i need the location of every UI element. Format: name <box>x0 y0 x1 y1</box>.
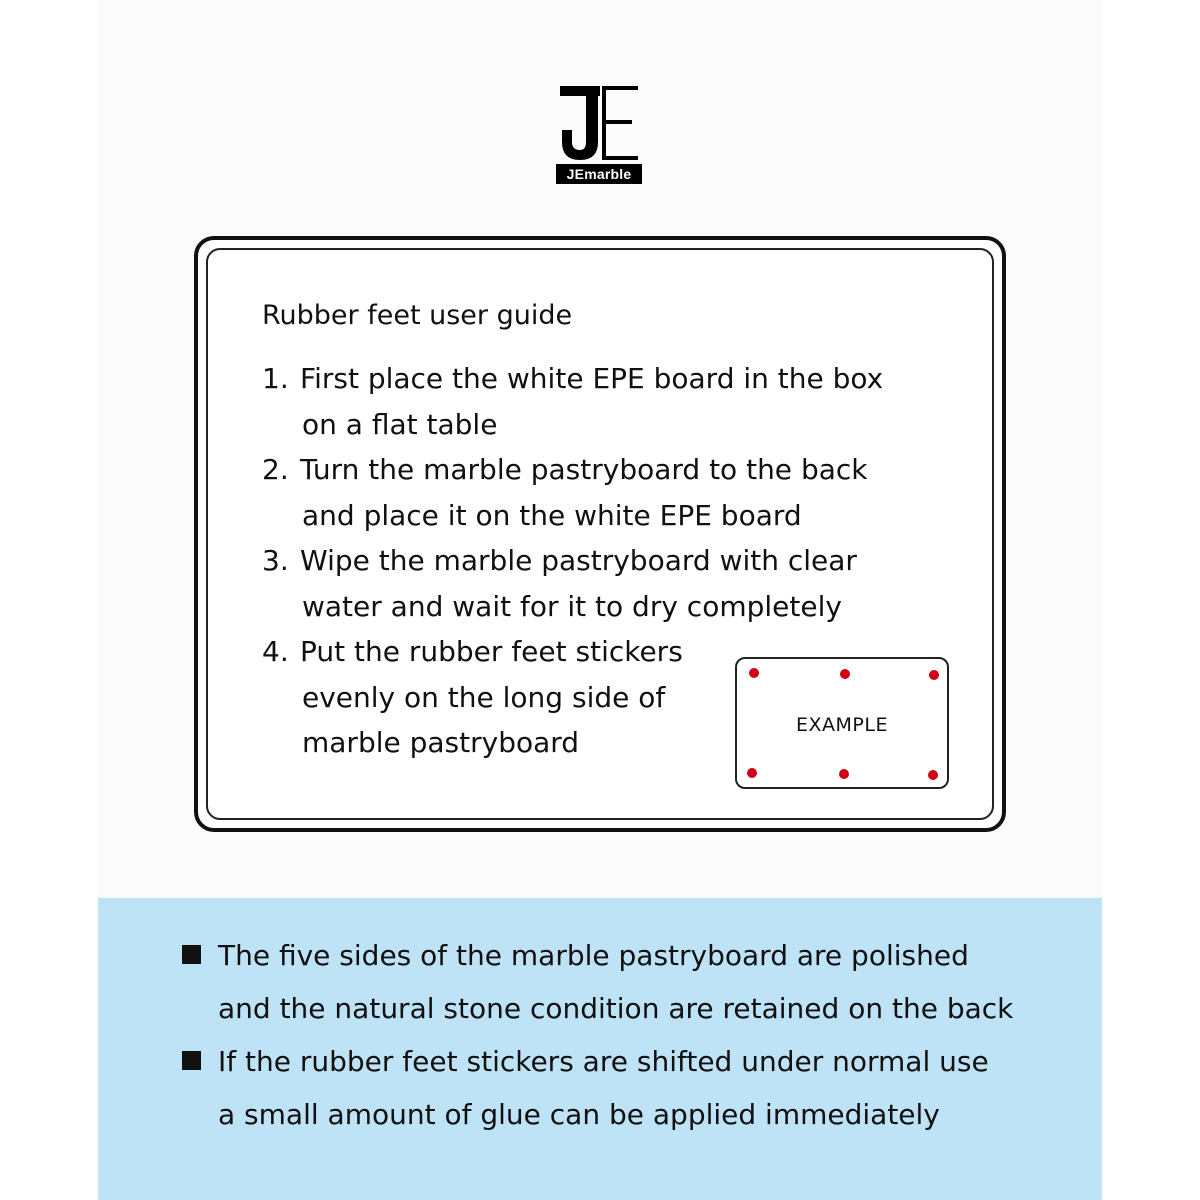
step-number: 2. <box>262 453 289 486</box>
rubber-foot-dot <box>749 668 759 678</box>
step-text-line2: evenly on the long side of <box>302 680 666 714</box>
note-item-2 <box>180 1035 989 1141</box>
step-text-line1: Turn the marble pastryboard to the back <box>300 453 868 486</box>
guide-step-3 <box>262 538 857 629</box>
logo-caption: JEmarble <box>556 164 642 184</box>
rubber-foot-dot <box>747 768 757 778</box>
step-text-line1: First place the white EPE board in the box <box>300 362 884 395</box>
step-number: 4. <box>262 635 289 668</box>
rubber-foot-dot <box>929 670 939 680</box>
step-text-line2: and place it on the white EPE board <box>302 498 802 532</box>
note-item-1 <box>180 929 1013 1035</box>
brand-logo <box>556 84 644 188</box>
example-label: EXAMPLE <box>796 714 888 736</box>
square-bullet-icon <box>182 1051 201 1070</box>
step-number: 3. <box>262 544 289 577</box>
step-text-line1: Wipe the marble pastryboard with clear <box>300 544 857 577</box>
guide-step-2 <box>262 447 867 538</box>
square-bullet-icon <box>182 945 201 964</box>
step-text-line1: Put the rubber feet stickers <box>300 635 683 668</box>
step-text-line2: water and wait for it to dry completely <box>302 589 842 623</box>
rubber-foot-dot <box>839 769 849 779</box>
je-monogram-icon <box>556 84 644 164</box>
note-text-line2: and the natural stone condition are retained on the back <box>218 992 1014 1025</box>
guide-step-1 <box>262 356 883 447</box>
rubber-foot-dot <box>928 770 938 780</box>
step-text-line2: on a flat table <box>302 407 498 441</box>
rubber-foot-dot <box>840 669 850 679</box>
note-text-line1: If the rubber feet stickers are shifted under normal use <box>218 1045 989 1078</box>
guide-title: Rubber feet user guide <box>262 300 573 331</box>
guide-step-4 <box>262 629 683 766</box>
example-board-diagram <box>735 657 949 789</box>
step-number: 1. <box>262 362 289 395</box>
note-text-line2: a small amount of glue can be applied immediately <box>218 1098 940 1131</box>
step-text-line3: marble pastryboard <box>302 726 580 759</box>
note-text-line1: The five sides of the marble pastryboard are polished <box>218 939 969 972</box>
